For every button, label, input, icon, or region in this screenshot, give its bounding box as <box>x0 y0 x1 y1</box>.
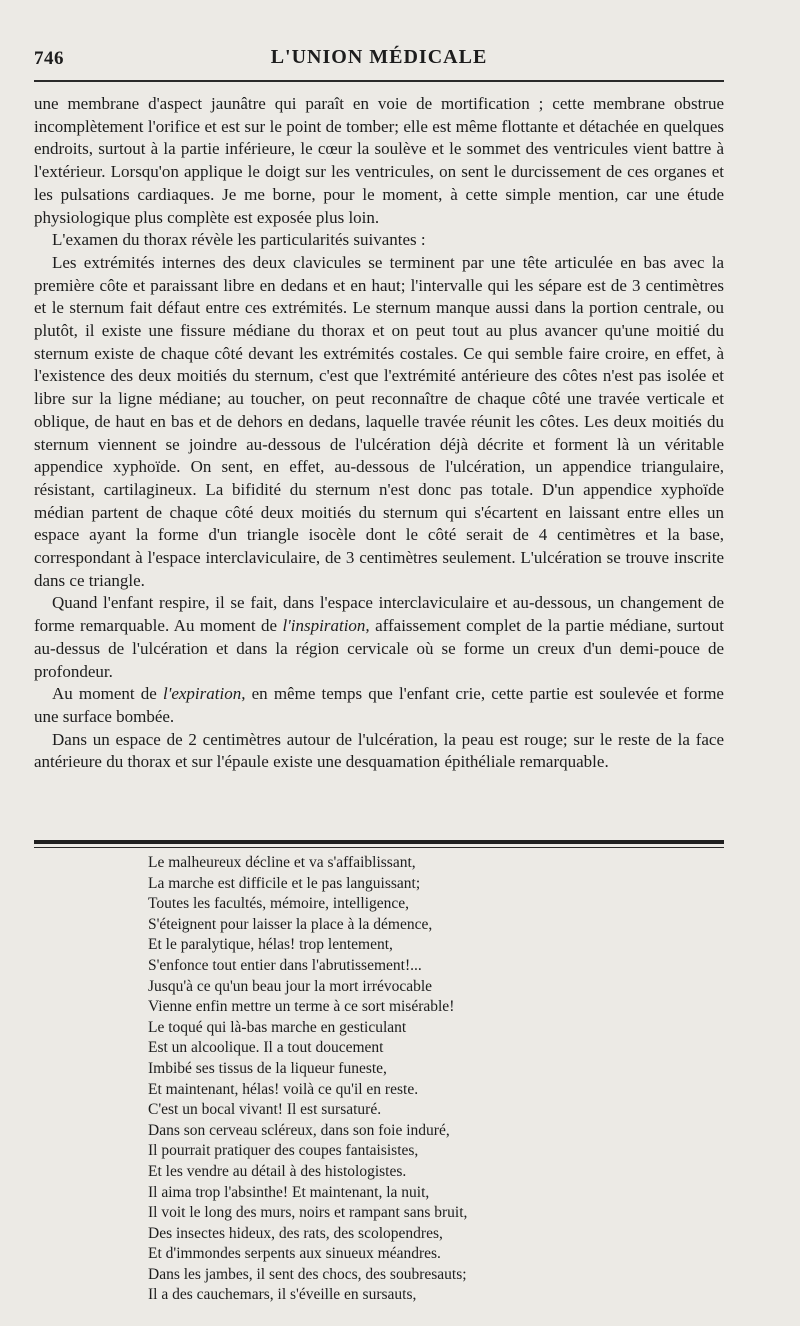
italic-term: l'inspiration, <box>282 616 370 636</box>
italic-term: l'expiration, <box>162 684 246 704</box>
paragraph <box>34 592 724 683</box>
poem-line: Il aima trop l'absinthe! Et maintenant, la nuit, <box>148 1183 430 1201</box>
section-divider <box>34 840 724 848</box>
page-number: 746 <box>34 48 64 69</box>
poem-line: Est un alcoolique. Il a tout doucement <box>148 1039 384 1057</box>
poem-line: Il pourrait pratiquer des coupes fantaisistes, <box>148 1142 419 1160</box>
paragraph: Les extrémités internes des deux clavicules se terminent par une tête articulée en bas avec la première côte et paraissant libre en dedans et en haut; l'intervalle qui les sépare est de 3 centimètres et le sternum fait défaut entre ces extrémités. Le sternum manque aussi dans la portion centrale, ou plutôt, il existe une fissure médiane du thorax et on peut tout au plus avancer qu'une moitié du sternum existe de chaque côté devant les extrémités costales. Ce qui semble faire croire, en effet, à l'existence des deux moitiés du sternum, c'est que l'extrémité antérieure des côtes n'est pas isolée et libre sur la ligne médiane; au toucher, on peut reconnaître de chaque côté une travée verticale et oblique, de haut en bas et de dehors en dedans, laquelle travée réunit les côtes. Les deux moitiés du sternum viennent se joindre au-dessous de l'ulcération déjà décrite et forment là un véritable appendice xyphoïde. On sent, en effet, au-dessous de l'ulcération, un appendice triangulaire, résistant, cartilagineux. La bifidité du sternum n'est donc pas totale. D'un appendice xyphoïde médian partent de chaque côté deux moitiés du sternum qui s'écartent en laissant entre elles un espace ayant la forme d'un triangle isocèle dont le côté serait de 4 centimètres et la base, correspondant à l'espace interclaviculaire, de 3 centimètres seulement. L'ulcération se trouve inscrite dans ce triangle. <box>34 252 724 590</box>
paragraph <box>34 683 724 728</box>
paragraph-text: Au moment de <box>52 684 163 704</box>
paragraph: Dans un espace de 2 centimètres autour de l'ulcération, la peau est rouge; sur le reste de la face antérieure du thorax et sur l'épaule existe une desquamation épithéliale remarquable. <box>34 729 724 772</box>
poem-line: Et maintenant, hélas! voilà ce qu'il en reste. <box>148 1080 419 1098</box>
poem-line: Le malheureux décline et va s'affaiblissant, <box>148 854 416 871</box>
body-text <box>34 93 724 774</box>
running-title: L'UNION MÉDICALE <box>270 46 488 68</box>
poem-line: Et le paralytique, hélas! trop lentement, <box>148 936 393 954</box>
poem-line: La marche est difficile et le pas languissant; <box>148 874 421 892</box>
header-rule <box>34 80 724 82</box>
paragraph-text: en même temps que l'enfant crie, cette partie est soulevée et forme une surface bombée. <box>34 684 724 726</box>
poem-line: S'éteignent pour laisser la place à la démence, <box>148 915 433 933</box>
paragraph-text: affaissement complet de la partie médiane, surtout au-dessus de l'ulcération et dans la région cervicale où se forme un creux d'un demi-pouce de profondeur. <box>34 616 724 681</box>
divider-thick-rule <box>34 840 724 844</box>
paragraph-text: Quand l'enfant respire, il se fait, dans l'espace interclaviculaire et au-dessous, un changement de forme remarquable. Au moment de <box>34 593 724 636</box>
poem-line: Il voit le long des murs, noirs et rampant sans bruit, <box>148 1204 468 1222</box>
poem-line: Vienne enfin mettre un terme à ce sort misérable! <box>148 998 455 1016</box>
poem-line: Le toqué qui là-bas marche en gesticulant <box>148 1018 407 1036</box>
poem-line: Dans son cerveau scléreux, dans son foie induré, <box>148 1121 450 1139</box>
poem-line: Des insectes hideux, des rats, des scolopendres, <box>148 1224 443 1242</box>
paragraph: une membrane d'aspect jaunâtre qui paraît en voie de mortification ; cette membrane obstrue incomplètement l'orifice et est sur le point de tomber; elle est même flottante et détachée en quelques endroits, surtout à la partie inférieure, le cœur la soulève et le sommet des ventricules vient battre à l'extérieur. Lorsqu'on applique le doigt sur les ventricules, on sent le durcissement de ces organes et les pulsations cardiaques. Je me borne, pour le moment, à cette simple mention, car une étude physiologique plus complète est exposée plus loin. <box>34 94 724 227</box>
poem <box>148 853 708 1306</box>
poem-line: Jusqu'à ce qu'un beau jour la mort irrévocable <box>148 977 433 995</box>
poem-line: Dans les jambes, il sent des chocs, des soubresauts; <box>148 1265 467 1283</box>
divider-thin-rule <box>34 847 724 848</box>
poem-line: Et les vendre au détail à des histologistes. <box>148 1162 407 1180</box>
paragraph: L'examen du thorax révèle les particularités suivantes : <box>52 230 426 250</box>
poem-line: Toutes les facultés, mémoire, intelligence, <box>148 895 410 913</box>
poem-line: Imbibé ses tissus de la liqueur funeste, <box>148 1059 387 1077</box>
page-header <box>34 44 724 74</box>
poem-line: Et d'immondes serpents aux sinueux méandres. <box>148 1245 441 1263</box>
poem-line: Il a des cauchemars, il s'éveille en sursauts, <box>148 1286 417 1304</box>
poem-line: S'enfonce tout entier dans l'abrutissement!... <box>148 956 422 974</box>
poem-line: C'est un bocal vivant! Il est sursaturé. <box>148 1101 382 1119</box>
